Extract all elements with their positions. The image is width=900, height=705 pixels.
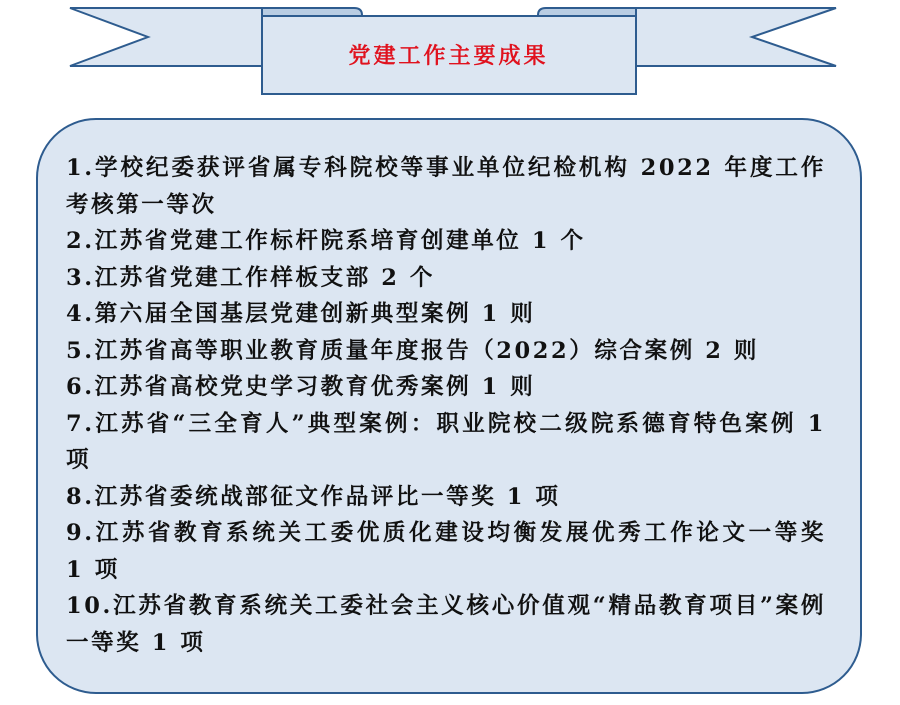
achievement-item-7: 7.江苏省“三全育人”典型案例：职业院校二级院系德育特色案例 1 项: [66, 410, 826, 473]
achievement-item-3: 3.江苏省党建工作样板支部 2 个: [66, 264, 436, 291]
achievement-item-6: 6.江苏省高校党史学习教育优秀案例 1 则: [66, 374, 536, 400]
achievements-list: [66, 150, 826, 661]
achievement-item-2: 2.江苏省党建工作标杆院系培育创建单位 1 个: [66, 228, 586, 254]
achievement-item-9: 9.江苏省教育系统关工委优质化建设均衡发展优秀工作论文一等奖 1 项: [66, 520, 826, 583]
achievement-item-4: 4.第六届全国基层党建创新典型案例 1 则: [66, 301, 536, 327]
achievement-item-1: 1.学校纪委获评省属专科院校等事业单位纪检机构 2022 年度工作考核第一等次: [66, 155, 826, 218]
banner-title: 党建工作主要成果: [348, 43, 549, 69]
achievements-panel: [36, 118, 862, 694]
achievement-item-8: 8.江苏省委统战部征文作品评比一等奖 1 项: [66, 483, 561, 510]
achievement-item-10: 10.江苏省教育系统关工委社会主义核心价值观“精品教育项目”案例一等奖 1 项: [66, 593, 826, 656]
achievement-item-5: 5.江苏省高等职业教育质量年度报告（2022）综合案例 2 则: [66, 337, 760, 364]
